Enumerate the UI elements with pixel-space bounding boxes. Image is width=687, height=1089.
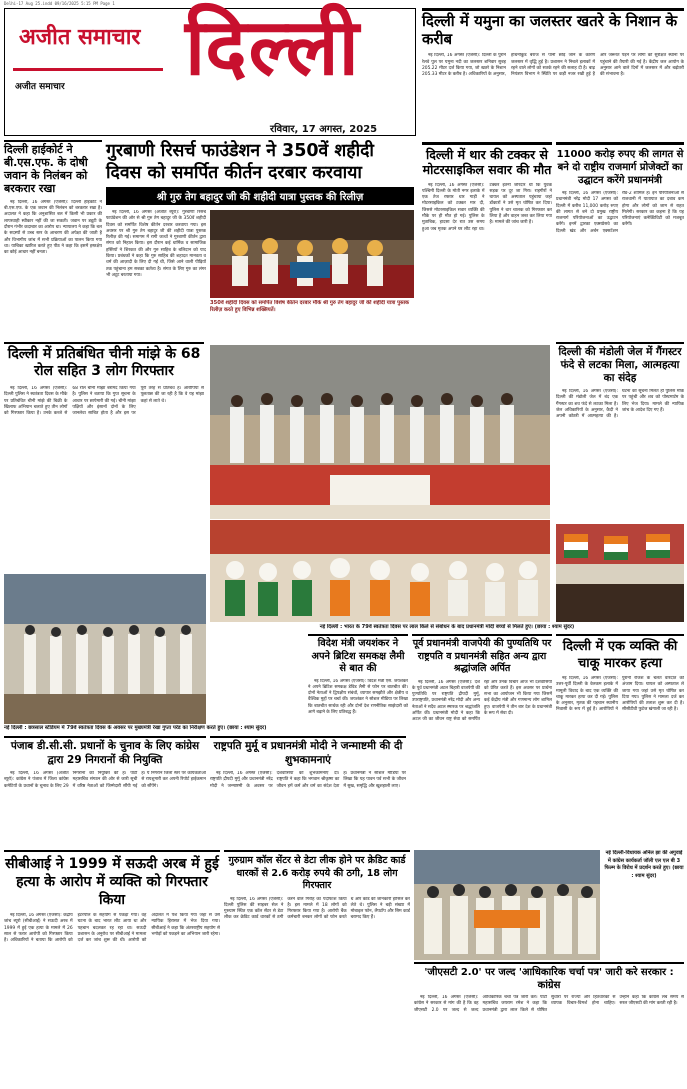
story-gurbani: [106, 140, 414, 338]
headline-jail: दिल्ली की मंडोली जेल में गैंगस्टर फंदे से लटका मिला, आत्महत्या का संदेह: [556, 342, 684, 385]
story-knife: [556, 634, 684, 846]
headline-gurbani: गुरबाणी रिसर्च फाउंडेशन ने 350वें शहीदी दिवस को समर्पित कीर्तन दरबार करवाया: [106, 141, 374, 183]
story-yamuna: [422, 8, 684, 140]
body-gurbani: नई दिल्ली, 16 अगस्त (अजीत ब्यूरो): गुरबाणी रिसर्च फाउंडेशन की ओर से श्री गुरु तेग बहादुर जी के 350वें शहीदी दिवस को समर्पित विशेष कीर्तन दरबार करवाया गया। इस अवसर पर श्री गुरु तेग बहादुर जी की शहीदी यात्रा पुस्तक रिलीज़ की गई। समागम में रागी जत्थों ने गुरबाणी कीर्तन द्वारा संगत को निहाल किया। इस दौरान कई धार्मिक व सामाजिक हस्तियों ने शिरकत की और गुरु साहिब के बलिदान को याद किया। प्रबंधकों ने कहा कि गुरु साहिब की शहादत मानवता व धर्म की आज़ादी के लिए दी गई थी, जिसे आने वाली पीढ़ियों तक पहुंचाना हम सबका कर्तव्य है। संगत के लिए गुरु का लंगर भी अटूट बरताया गया।: [106, 210, 206, 278]
brand-small: अजीत समाचार: [15, 82, 65, 92]
story-jail: [556, 342, 684, 522]
jolly-photo-svg: [414, 850, 600, 960]
body-highcourt: नई दिल्ली, 16 अगस्त (एजेंसी): दिल्ली हाईकोर्ट ने बी.एस.एफ. के एक जवान की निलंबन को बरकरार रखा है। अदालत ने कहा कि अनुशासित बल में किसी भी प्रकार की लापरवाही स्वीकार नहीं की जा सकती। जवान पर ड्यूटी के दौरान गंभीर कदाचार का आरोप था। न्यायालय ने कहा कि बल के सदस्यों से उच्च स्तर के आचरण की अपेक्षा की जाती है और विभागीय जांच में सभी प्रक्रियाओं का पालन किया गया था। याचिका खारिज करते हुए पीठ ने कहा कि इसमें हस्तक्षेप का कोई आधार नहीं बनता।: [4, 199, 102, 256]
rajghat-photo-svg: [210, 345, 550, 519]
headline-gurugram: गुरुग्राम कॉल सेंटर से डेटा लीक होने पर क्रेडिट कार्ड धारकों से 2.6 करोड़ रुपये की ठगी, 18 लोग गिरफ्तार: [224, 850, 410, 893]
story-vajpayee: [412, 634, 552, 846]
photo-redfort: [210, 520, 550, 622]
body-jaishankar: नई दिल्ली, 16 अगस्त (एजेंसी): विदेश मंत्री एस. जयशंकर ने अपने ब्रिटिश समकक्ष डेविड लैमी से फोन पर बातचीत की। दोनों नेताओं ने द्विपक्षीय संबंधों, व्यापार समझौते और क्षेत्रीय व वैश्विक मुद्दों पर चर्चा की। जयशंकर ने सोशल मीडिया पर लिखा कि बातचीत सार्थक रही और दोनों देश रणनीतिक साझेदारी को आगे बढ़ाने के लिए प्रतिबद्ध हैं।: [308, 678, 408, 715]
flags-photo-svg: [556, 524, 684, 622]
body-congress: नई दिल्ली, 16 अगस्त (एजेंसी): कांग्रेस ने सरकार से मांग की है कि वह जीएसटी 2.0 पर जल्द से जल्द आधिकारिक चर्चा पत्र जारी करे। पार्टी महासचिव जयराम रमेश ने कहा कि प्रधानमंत्री द्वारा लाल किले से घोषित सुधारों पर राज्यों और हितधारकों से व्यापक विचार-विमर्श होना चाहिए। उन्होंने कहा कि कांग्रेस लंबे समय से सरल जीएसटी की मांग करती रही है।: [414, 995, 684, 1013]
headline-cbi: सीबीआई ने 1999 में सऊदी अरब में हुई हत्या के आरोप में व्यक्ति को गिरफ्तार किया: [4, 850, 220, 909]
body-murmu: नई दिल्ली, 16 अगस्त (एजेंसी): राष्ट्रपति द्रौपदी मुर्मू और प्रधानमंत्री नरेंद्र मोदी ने जन्माष्टमी के अवसर पर देशवासियों को शुभकामनाएं दीं। राष्ट्रपति ने कहा कि भगवान श्रीकृष्ण का जीवन हमें कर्म और धर्म का संदेश देता है। प्रधानमंत्री ने सोशल मीडिया पर लिखा कि यह पावन पर्व सभी के जीवन में सुख, समृद्धि और खुशहाली लाए।: [210, 771, 406, 789]
caption-gurbani: 350वें शहीदी दिवस को समर्पित विशेष कीर्तन दरबार मौके श्री गुरु तेग बहादुर जी की शहीदी यात्रा पुस्तक रिलीज़ करते हुए विभिन्न शख्सियतें।: [210, 300, 410, 313]
brand-block: [13, 19, 163, 71]
headline-murmu: राष्ट्रपति मुर्मू व प्रधानमंत्री मोदी ने जन्माष्टमी की दी शुभकामनाएं: [210, 736, 406, 767]
body-yamuna: नई दिल्ली, 16 अगस्त (एजेंसी): दिल्ली के पुराने रेलवे पुल पर यमुना नदी का जलस्तर शनिवार सुबह 205.22 मीटर दर्ज किया गया, जो खतरे के निशान 205.33 मीटर के करीब है। अधिकारियों के अनुसार, हथिनीकुंड बैराज से पानी छोड़े जाने के कारण जलस्तर में वृद्धि हुई है। प्रशासन ने निचले इलाकों में रहने वाले लोगों को सतर्क रहने की सलाह दी है। बाढ़ नियंत्रण विभाग ने स्थिति पर कड़ी नजर रखी हुई है और जरूरत पड़ने पर लोगों को सुरक्षित स्थानों पर पहुंचाने की तैयारी की गई है। केंद्रीय जल आयोग के अनुसार आने वाले दिनों में जलस्तर में और बढ़ोतरी की संभावना है।: [422, 53, 684, 78]
print-slug: Delhi-17 Aug 25.indd 09/16/2025 5:15 PM Page 1: [4, 1, 115, 6]
headline-congress: 'जीएसटी 2.0' पर जल्द 'आधिकारिक चर्चा पत्र' जारी करे सरकार : कांग्रेस: [414, 962, 684, 992]
headline-punjab: पंजाब डी.सी.सी. प्रधानों के चुनाव के लिए कांग्रेस द्वारा 29 निगरानों की नियुक्ति: [4, 736, 206, 767]
story-thar: [422, 142, 552, 342]
chhatrasal-photo-svg: [4, 574, 206, 724]
body-jail: नई दिल्ली, 16 अगस्त (एजेंसी): दिल्ली की मंडोली जेल में बंद एक गैंगस्टर का शव फंदे से लटका मिला है। जेल अधिकारियों के अनुसार, कैदी ने अपनी कोठरी में आत्महत्या की है। घटना की सूचना मिलते ही पुलिस मौके पर पहुंची और शव को पोस्टमार्टम के लिए भेज दिया। मामले की न्यायिक जांच के आदेश दिए गए हैं।: [556, 389, 684, 420]
photo-gurbani: [210, 210, 414, 298]
body-knife: नई दिल्ली, 16 अगस्त (एजेंसी): उत्तर-पूर्वी दिल्ली के वेलकम इलाके में मामूली विवाद के बाद एक व्यक्ति की चाकू मारकर हत्या कर दी गई। पुलिस के अनुसार, मृतक की पहचान स्थानीय निवासी के रूप में हुई है। आरोपियों ने पुरानी रंजिश के चलते वारदात को अंजाम दिया। घायल को अस्पताल ले जाया गया जहां उसे मृत घोषित कर दिया गया। पुलिस ने मामला दर्ज कर आरोपियों की तलाश शुरू कर दी है। सीसीटीवी फुटेज खंगाली जा रही है।: [556, 676, 684, 713]
story-murmu: [210, 736, 406, 846]
caption-jolly: नई दिल्ली-विधायक अनिल झा की अगुवाई में कांग्रेस कार्यकर्ता जॉली एल एल बी 3 फिल्म के विरोध में प्रदर्शन करते हुए। (छाया : श्याम सुंदर): [604, 850, 684, 879]
story-cbi: [4, 850, 220, 1080]
story-punjab: [4, 736, 206, 846]
gurbani-photo-svg: [210, 210, 414, 298]
story-manjha: [4, 342, 204, 572]
body-manjha: नई दिल्ली, 16 अगस्त (एजेंसी): दिल्ली पुलिस ने स्वतंत्रता दिवस के मौके पर प्रतिबंधित चीनी मांझे की बिक्री के खिलाफ अभियान चलाते हुए तीन लोगों को गिरफ्तार किया है। उनके कब्जे से 68 रोल चीनी मांझा बरामद किया गया है। पुलिस ने बताया कि गुप्त सूचना के आधार पर छापेमारी की गई। चीनी मांझा पक्षियों और इंसानों दोनों के लिए जानलेवा साबित होता है और इस पर पूरी तरह से प्रतिबंध है। आरोपियों से पूछताछ की जा रही है कि वे यह मांझा कहां से लाते थे।: [4, 386, 204, 417]
story-highcourt: [4, 140, 102, 340]
headline-jaishankar: विदेश मंत्री जयशंकर ने अपने ब्रिटिश समकक्ष लैमी से बात की: [308, 634, 408, 676]
caption-chhatrasal: नई दिल्ली : छत्रसाल स्टेडियम में 79वें स्वतंत्रता दिवस के अवसर पर मुख्यमंत्री रेखा गुप्ता परेड का निरीक्षण करते हुए। (छाया : श्याम सुंदर): [4, 725, 267, 731]
story-congress: [414, 962, 684, 1082]
caption-redfort: नई दिल्ली : भारत के 79वें स्वतंत्रता दिवस पर लाल किले से संबोधन के बाद प्रधानमंत्री मोदी बच्चों से मिलते हुए। (छाया : श्याम सुंदर): [319, 624, 575, 630]
subhead-gurbani: श्री गुरु तेग बहादुर जी की शहीदी यात्रा पुस्तक की रिलीज़: [106, 187, 414, 205]
headline-highcourt: दिल्ली हाईकोर्ट ने बी.एस.एफ. के दोषी जवान के निलंबन को बरकरार रखा: [4, 140, 102, 196]
photo-jolly: [414, 850, 600, 960]
photo-rajghat: [210, 345, 550, 519]
headline-yamuna: दिल्ली में यमुना का जलस्तर खतरे के निशान के करीब: [422, 8, 684, 48]
photo-jail-flags: [556, 524, 684, 622]
date-line: रविवार, 17 अगस्त, 2025: [270, 124, 378, 135]
body-gurugram: नई दिल्ली, 16 अगस्त (एजेंसी): दिल्ली पुलिस की साइबर सेल ने गुरुग्राम स्थित एक कॉल सेंटर से डेटा लीक कर क्रेडिट कार्ड धारकों से ठगी करने वाले गिरोह का पर्दाफाश किया है। इस मामले में 18 लोगों को गिरफ्तार किया गया है। आरोपी बैंक कर्मचारी बनकर लोगों को फोन करते थे और कार्ड की जानकारी हासिल कर लेते थे। पुलिस ने बड़ी संख्या में मोबाइल फोन, लैपटॉप और सिम कार्ड बरामद किए हैं।: [224, 896, 410, 921]
headline-vajpayee: पूर्व प्रधानमंत्री वाजपेयी की पुण्यतिथि पर राष्ट्रपति व प्रधानमंत्री सहित अन्य द्वारा श्रद्धांजलि अर्पित: [412, 634, 552, 676]
headline-crore: 11000 करोड़ रुपए की लागत से बने दो राष्ट्रीय राजमार्ग प्रोजेक्टों का उद्घाटन करेंगे प्रधानमंत्री: [556, 142, 684, 187]
body-punjab: नई दिल्ली, 16 अगस्त (अजीत ब्यूरो): कांग्रेस ने पंजाब में जिला कांग्रेस कमेटियों के प्रधानों के चुनाव के लिए 29 निगरानों की नियुक्ति की है। पार्टी महासचिव संगठन की ओर से जारी सूची में वरिष्ठ नेताओं को जिम्मेदारी सौंपी गई है। ये निगरान जिला स्तर पर कार्यकर्ताओं से रायशुमारी कर अपनी रिपोर्ट हाईकमान को सौंपेंगे।: [4, 771, 206, 789]
story-gurugram: [224, 850, 410, 1080]
city-title: दिल्ली: [185, 2, 361, 93]
story-jaishankar: [308, 634, 408, 734]
headline-manjha: दिल्ली में प्रतिबंधित चीनी मांझे के 68 रोल सहित 3 लोग गिरफ्तार: [4, 342, 204, 380]
body-thar: नई दिल्ली, 16 अगस्त (एजेंसी): पश्चिमी दिल्ली के मोती नगर इलाके में एक तेज रफ्तार थार गाड़ी ने मोटरसाइकिल को टक्कर मार दी, जिससे मोटरसाइकिल सवार व्यक्ति की मौके पर ही मौत हो गई। पुलिस के मुताबिक, हादसा देर रात उस समय हुआ जब मृतक अपने घर लौट रहा था। टक्कर इतनी जोरदार थी कि युवक सड़क पर दूर जा गिरा। राहगीरों ने घायल को अस्पताल पहुंचाया जहां डॉक्टरों ने उसे मृत घोषित कर दिया। पुलिस ने थार चालक को गिरफ्तार कर लिया है और वाहन जब्त कर लिया गया है। मामले की जांच जारी है।: [422, 182, 552, 232]
headline-thar: दिल्ली में थार की टक्कर से मोटरसाइकिल सवार की मौत: [422, 142, 552, 178]
body-vajpayee: नई दिल्ली, 16 अगस्त (एजेंसी): देश के पूर्व प्रधानमंत्री अटल बिहारी वाजपेयी की पुण्यतिथि पर राष्ट्रपति द्रौपदी मुर्मू, उपराष्ट्रपति, प्रधानमंत्री नरेंद्र मोदी और अन्य नेताओं ने सदैव अटल स्मारक पर श्रद्धांजलि अर्पित की। प्रधानमंत्री मोदी ने कहा कि अटल जी का जीवन राष्ट्र सेवा को समर्पित रहा और उनके विचार आज भी देशवासियों को प्रेरित करते हैं। इस अवसर पर प्रार्थना सभा का आयोजन भी किया गया जिसमें कई केंद्रीय मंत्री और गणमान्य लोग शामिल हुए। वाजपेयी ने तीन बार देश के प्रधानमंत्री के रूप में सेवा दी।: [412, 679, 552, 723]
story-crore: [556, 142, 684, 342]
redfort-photo-svg: [210, 520, 550, 622]
headline-knife: दिल्ली में एक व्यक्ति की चाकू मारकर हत्या: [556, 634, 684, 672]
photo-chhatrasal: [4, 574, 206, 724]
body-crore: नई दिल्ली, 16 अगस्त (एजेंसी): प्रधानमंत्री नरेंद्र मोदी 17 अगस्त को दिल्ली में करीब 11,000 करोड़ रुपए की लागत से बने दो प्रमुख राष्ट्रीय राजमार्ग परियोजनाओं का उद्घाटन करेंगे। इनमें द्वारका एक्सप्रेसवे का दिल्ली खंड और अर्बन एक्सटेंशन रोड-2 शामिल हैं। इन परियोजनाओं से राजधानी में यातायात का दबाव कम होगा और लोगों को जाम से राहत मिलेगी। सरकार का कहना है कि यह परियोजनाएं कनेक्टिविटी को मजबूत करेंगी।: [556, 191, 684, 234]
brand-name: अजीत समाचार: [19, 24, 141, 50]
body-cbi: नई दिल्ली, 16 अगस्त (एजेंसी): केंद्रीय जांच ब्यूरो (सीबीआई) ने सऊदी अरब में 1999 में हुई एक हत्या के मामले में 26 साल से फरार आरोपी को गिरफ्तार किया है। अधिकारियों ने बताया कि आरोपी को इंटरपोल के सहयोग से पकड़ा गया। वह घटना के बाद भारत लौट आया था और पहचान बदलकर रह रहा था। सऊदी प्रशासन के अनुरोध पर सीबीआई ने मामला दर्ज कर जांच शुरू की थी। आरोपी को अदालत में पेश किया गया जहां से उसे न्यायिक हिरासत में भेज दिया गया। सीबीआई ने कहा कि अंतरराष्ट्रीय सहयोग से भगोड़ों को पकड़ने का अभियान जारी रहेगा।: [4, 913, 220, 944]
